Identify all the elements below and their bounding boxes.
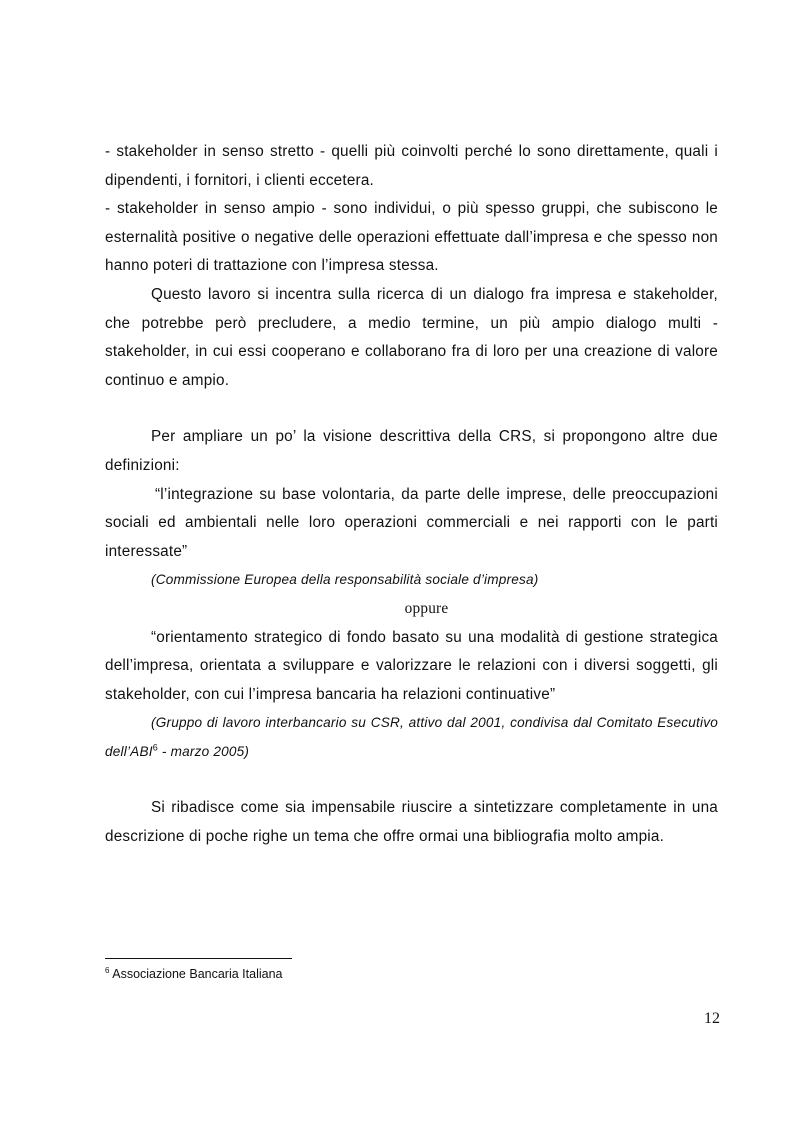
second-definition-quote: “orientamento strategico di fondo basato su una modalità di gestione strategica dell’impresa, orientata a sviluppare e valorizzare le relazioni con i diversi soggetti, gli stakeholder, con cui l’impresa bancaria ha relazioni continuative”: [105, 628, 718, 703]
footnote-reference-marker: 6: [152, 742, 158, 753]
second-definition-citation: [105, 709, 718, 766]
footnote-marker: 6: [105, 965, 110, 975]
second-citation-date: - marzo 2005): [157, 743, 250, 759]
closing-paragraph: Si ribadisce come sia impensabile riuscire a sintetizzare completamente in una descrizione di poche righe un tema che offre ormai una bibliografia molto ampia.: [105, 799, 718, 846]
first-definition-quote: “l’integrazione su base volontaria, da parte delle imprese, delle preoccupazioni sociali ed ambientali nelle loro operazioni commerciali e nei rapporti con le parti interessate”: [105, 485, 718, 560]
stakeholder-broad-paragraph: - stakeholder in senso ampio - sono individui, o più spesso gruppi, che subiscono le esternalità positive o negative delle operazioni effettuate dall’impresa e che spesso non hanno poteri di trattazione con l’impresa stessa.: [105, 200, 718, 275]
footnote: [105, 964, 282, 984]
definitions-separator: oppure: [404, 599, 449, 617]
second-citation-text: (Gruppo di lavoro interbancario su CSR, attivo dal 2001, condivisa dal Comitato Esecutivo dell’ABI: [105, 715, 718, 759]
page-body: [105, 138, 718, 852]
footnote-divider: [105, 958, 292, 959]
paragraph-gap: [105, 395, 718, 423]
footnote-text: Associazione Bancaria Italiana: [109, 967, 283, 981]
paragraph-gap: [105, 766, 718, 794]
dialogue-paragraph: Questo lavoro si incentra sulla ricerca di un dialogo fra impresa e stakeholder, che potrebbe però precludere, a medio termine, un più ampio dialogo multi - stakeholder, in cui essi cooperano e collaborano fra di loro per una creazione di valore continuo e ampio.: [105, 285, 718, 389]
page-number: 12: [704, 1010, 720, 1027]
stakeholder-strict-paragraph: - stakeholder in senso stretto - quelli più coinvolti perché lo sono direttamente, quali i dipendenti, i fornitori, i clienti eccetera.: [105, 143, 718, 189]
definitions-intro-paragraph: Per ampliare un po’ la visione descrittiva della CRS, si propongono altre due definizioni:: [105, 428, 718, 474]
first-definition-citation: (Commissione Europea della responsabilità sociale d’impresa): [151, 572, 539, 588]
